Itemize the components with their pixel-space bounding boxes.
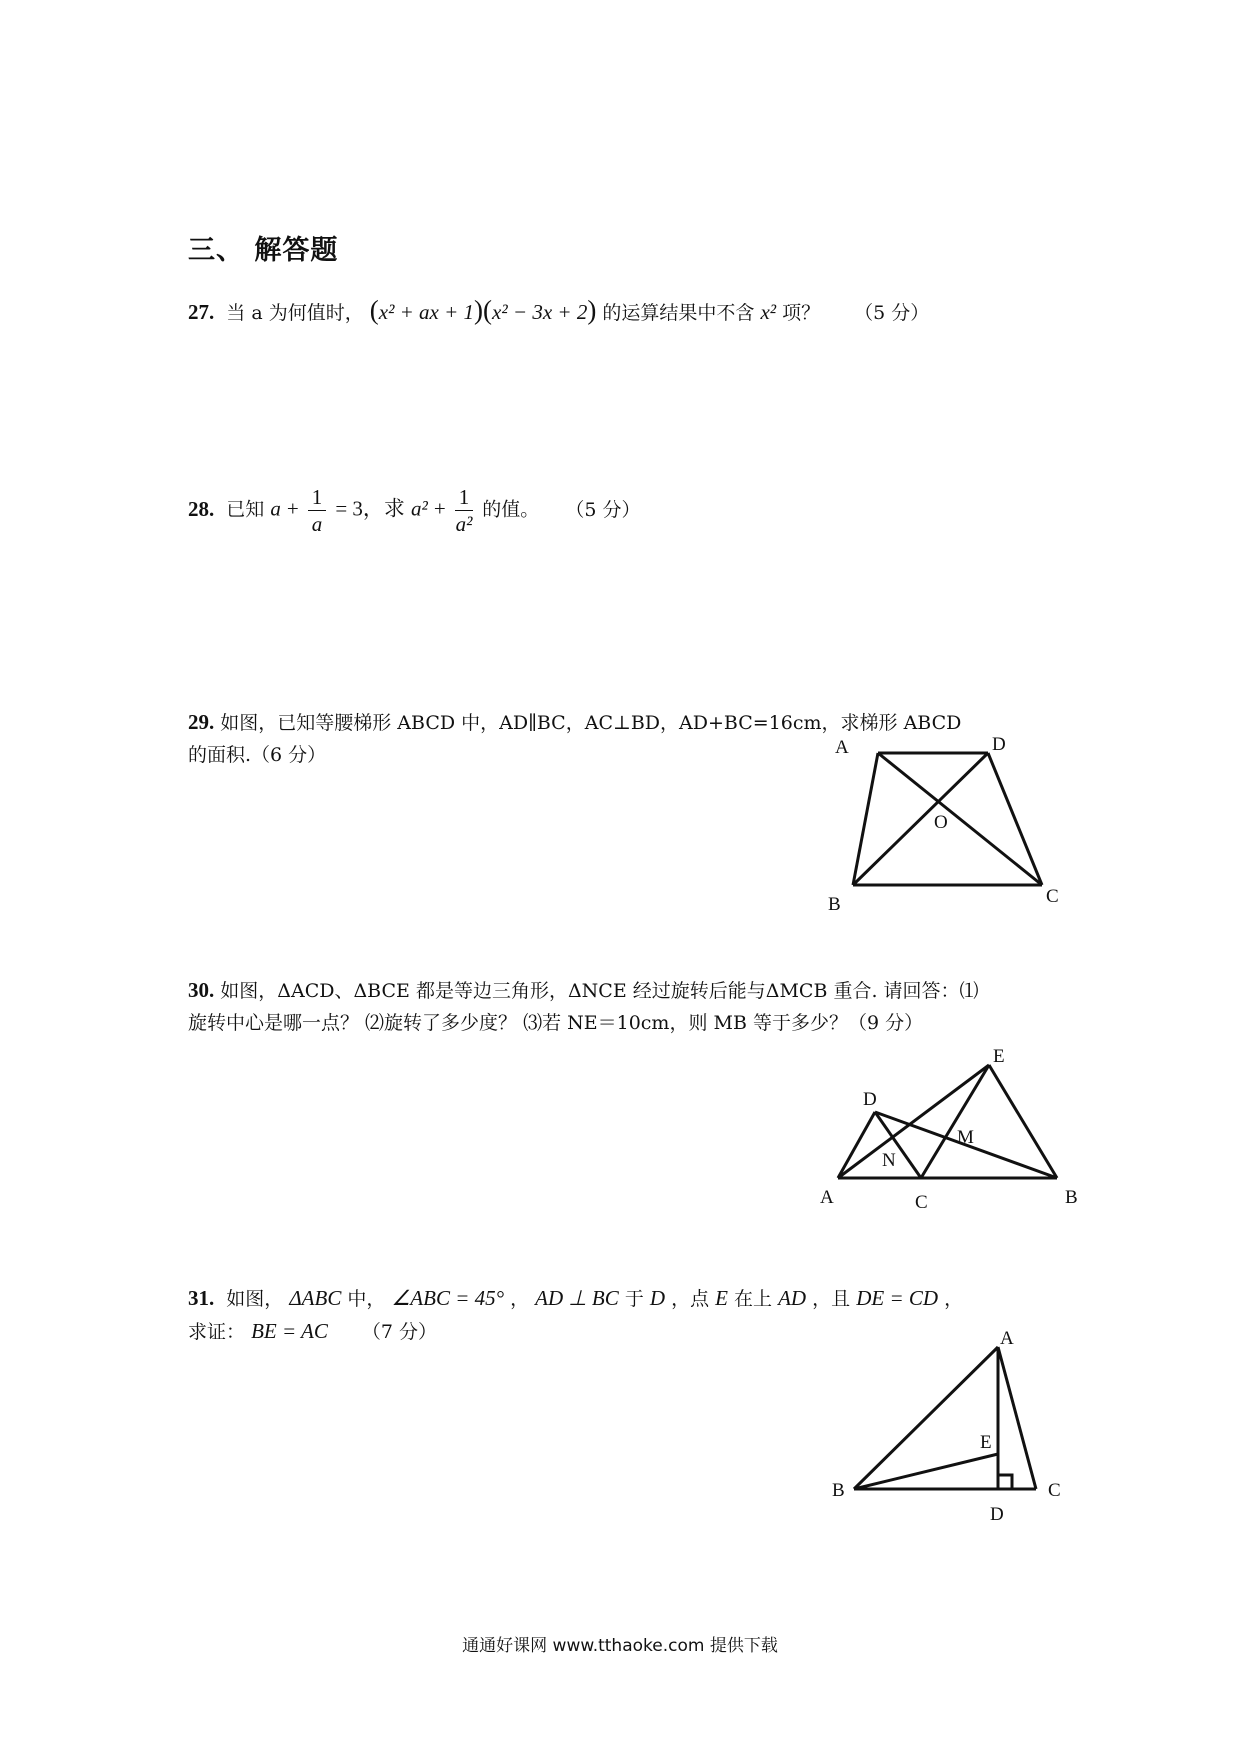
q31-math: ∠ABC = 45°: [391, 1286, 505, 1310]
side-EB: [989, 1065, 1057, 1178]
side-AD: [838, 1112, 875, 1178]
label-A: A: [835, 737, 849, 758]
q31-text: 如图，: [226, 1288, 284, 1310]
label-C: C: [1046, 886, 1059, 907]
label-B: B: [1065, 1187, 1078, 1208]
q27-score: （5 分）: [854, 302, 930, 324]
label-D: D: [863, 1089, 877, 1110]
q31-math: E: [715, 1286, 728, 1310]
q28-equals: = 3，求: [335, 496, 405, 521]
q27-outro: 的运算结果中不含: [602, 302, 755, 324]
q31-score: （7 分）: [361, 1321, 438, 1343]
side-DC: [988, 753, 1042, 885]
right-triangle-figure: [830, 1320, 1090, 1530]
q30-line-2: 旋转中心是哪一点？ ⑵旋转了多少度？ ⑶若 NE＝10cm，则 MB 等于多少？（9 分）: [188, 1012, 924, 1034]
question-27: [188, 294, 929, 329]
question-number: 29.: [188, 710, 215, 734]
label-A: A: [820, 1187, 834, 1208]
q31-text: ，且: [812, 1288, 851, 1310]
q27-intro: 当 a 为何值时，: [226, 302, 364, 324]
segment-BE: [854, 1454, 998, 1489]
q30-line-1: 如图，ΔACD、ΔBCE 都是等边三角形，ΔNCE 经过旋转后能与ΔMCB 重合. 请回答：⑴: [220, 980, 979, 1002]
q28-fraction-2: $\frac{1}{\text{a²}}$: [455, 485, 473, 536]
q31-math: ΔABC: [289, 1286, 342, 1310]
q28-a-squared: a²: [410, 496, 428, 521]
q27-expression: (x² + ax + 1)(x² − 3x + 2): [369, 295, 597, 325]
q31-math: AD ⊥ BC: [535, 1286, 619, 1310]
side-CE: [921, 1065, 989, 1178]
q29-line-2: 的面积.（6 分）: [188, 744, 327, 766]
diagonal-AC: [878, 753, 1042, 885]
label-B: B: [832, 1480, 845, 1501]
section-title: 三、 解答题: [188, 235, 339, 266]
q31-text: 求证：: [188, 1321, 246, 1343]
q28-plus: +: [286, 496, 299, 521]
label-C: C: [1048, 1480, 1061, 1501]
label-B: B: [828, 894, 841, 915]
q31-text: ，: [944, 1288, 964, 1310]
label-M: M: [957, 1127, 974, 1148]
q31-math: BE = AC: [251, 1319, 328, 1343]
equilateral-triangles-figure: [815, 1040, 1085, 1210]
q31-text: 于: [624, 1288, 644, 1310]
question-number: 30.: [188, 978, 215, 1002]
q28-var-a: a: [270, 496, 281, 521]
side-AB: [854, 1347, 998, 1489]
q28-intro: 已知: [226, 498, 265, 521]
question-number: 28.: [188, 496, 215, 521]
side-AC: [998, 1347, 1036, 1489]
q28-plus-2: +: [433, 496, 446, 521]
q29-line-1: 如图，已知等腰梯形 ABCD 中，AD∥BC，AC⊥BD，AD+BC=16cm，求梯形 ABCD: [220, 712, 962, 734]
label-D: D: [990, 1504, 1004, 1525]
segment-AE: [838, 1065, 989, 1178]
question-number: 31.: [188, 1286, 215, 1310]
q28-fraction-1: $\frac{1}{a}$: [308, 484, 327, 537]
q31-text: 在上: [734, 1288, 773, 1310]
question-30: [188, 974, 1088, 1039]
q28-score: （5 分）: [565, 498, 641, 521]
label-A: A: [1000, 1328, 1014, 1349]
label-E: E: [980, 1432, 992, 1453]
label-C: C: [915, 1192, 928, 1210]
label-E: E: [993, 1046, 1005, 1067]
q31-math: AD: [778, 1286, 807, 1310]
label-N: N: [882, 1150, 896, 1171]
q27-x-squared: x²: [760, 300, 777, 324]
q27-tail: 项？: [782, 302, 821, 324]
question-number: 27.: [188, 300, 215, 324]
q31-text: ，: [510, 1288, 530, 1310]
footer: 通通好课网 www.tthaoke.com 提供下载: [462, 1636, 778, 1656]
label-D: D: [992, 734, 1006, 755]
right-angle-mark: [998, 1475, 1012, 1489]
question-28: [188, 484, 640, 537]
trapezoid-figure: [820, 725, 1070, 915]
label-O: O: [934, 812, 948, 833]
q31-math: DE = CD: [856, 1286, 939, 1310]
q31-math: D: [649, 1286, 666, 1310]
q31-text: 中，: [347, 1288, 386, 1310]
q28-outro: 的值。: [482, 498, 540, 521]
q31-text: ，点: [671, 1288, 710, 1310]
